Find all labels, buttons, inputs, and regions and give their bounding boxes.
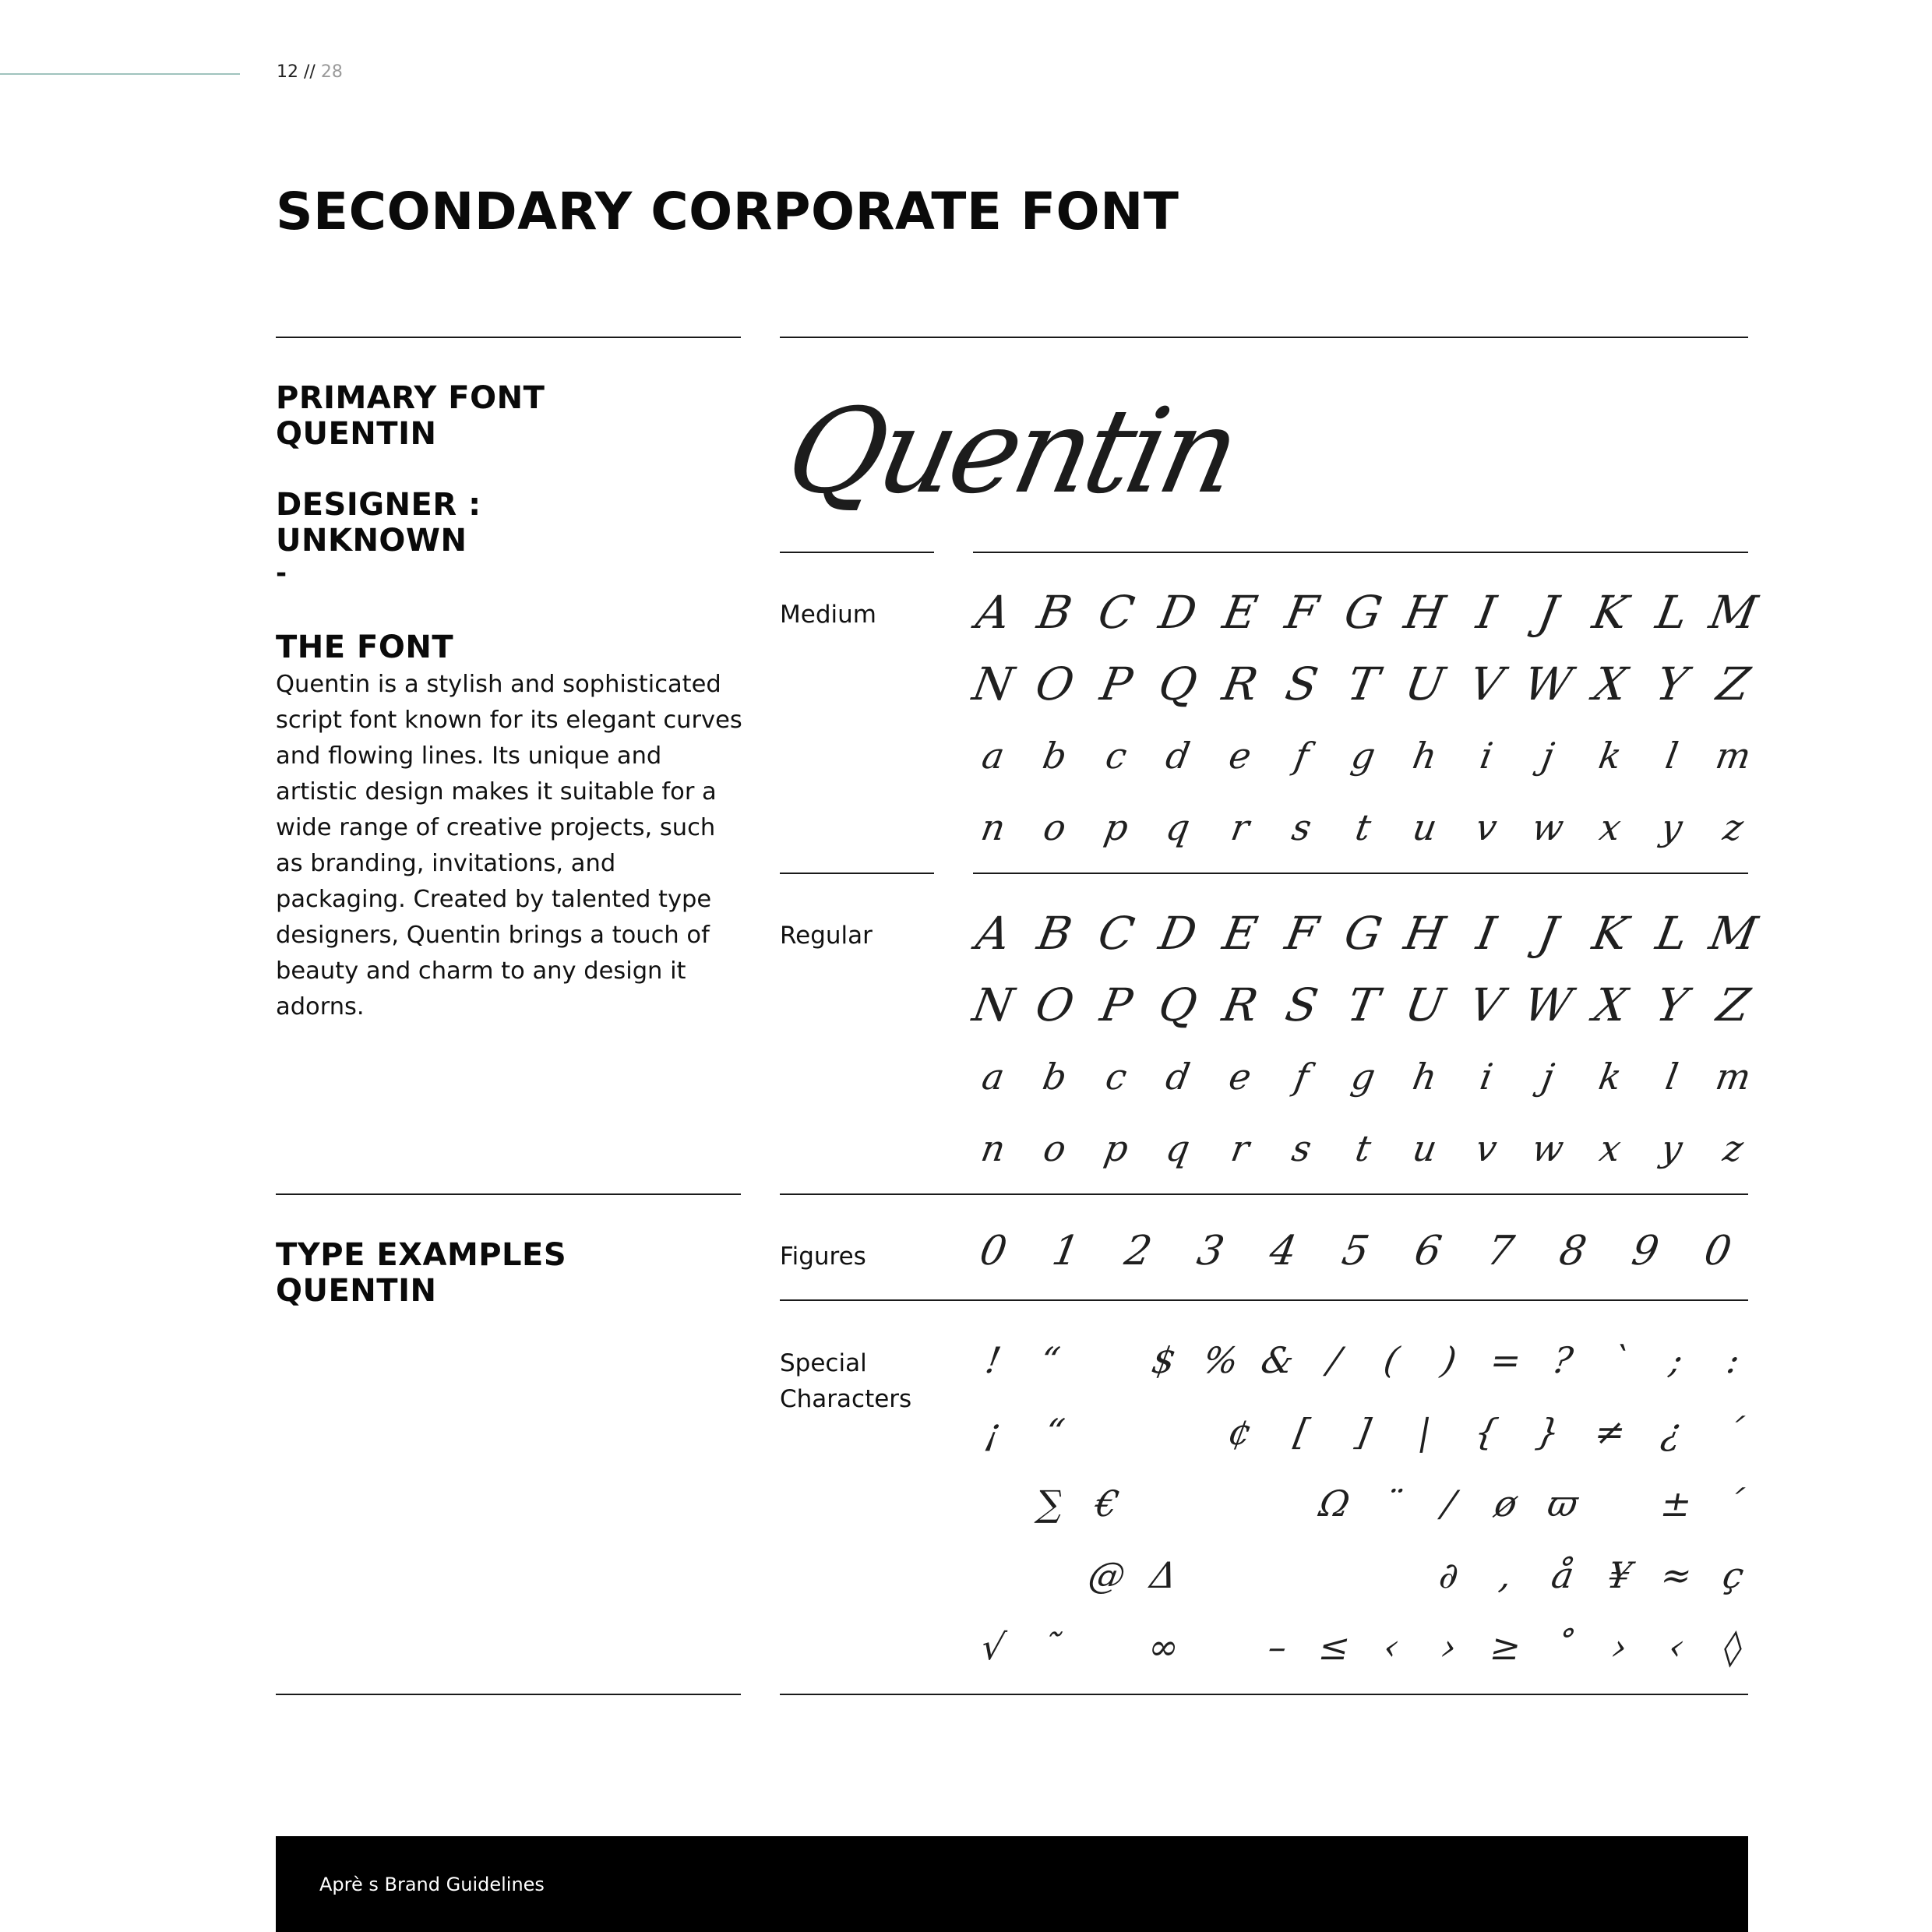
glyph: h (1409, 1056, 1440, 1098)
glyph: g (1348, 735, 1379, 777)
glyph: ¢ (1225, 1411, 1256, 1453)
glyph: A (972, 907, 1014, 960)
glyph: L (1652, 586, 1691, 639)
glyph: w (1528, 1127, 1567, 1169)
glyph: Z (1712, 658, 1754, 710)
glyph: p (1101, 806, 1132, 848)
glyph: R (1218, 658, 1262, 710)
glyph: ± (1657, 1482, 1695, 1525)
glyph: ! (982, 1339, 1005, 1381)
glyph: r (1227, 806, 1253, 848)
glyph: g (1348, 1056, 1379, 1098)
glyph: ˚ (1549, 1626, 1575, 1668)
glyph: e (1225, 1056, 1254, 1098)
glyph: u (1409, 1127, 1440, 1169)
glyph: K (1588, 907, 1632, 960)
glyph: u (1409, 806, 1440, 848)
glyph: w (1528, 806, 1567, 848)
glyph: Z (1712, 978, 1754, 1031)
special-row-3 (966, 1468, 1761, 1539)
special-characters-label: Special Characters (780, 1349, 912, 1413)
glyph: : (1723, 1339, 1743, 1381)
glyph: V (1465, 978, 1508, 1031)
glyph: ∞ (1145, 1626, 1183, 1668)
glyph: o (1040, 1127, 1070, 1169)
glyph: 7 (1483, 1228, 1518, 1274)
glyph: ϖ (1544, 1482, 1581, 1525)
designer-heading: DESIGNER : UNKNOWN (276, 487, 481, 559)
glyph: S (1281, 978, 1322, 1031)
font-logo-word: Quentin (775, 384, 1247, 520)
glyph: P (1096, 978, 1137, 1031)
glyph: f (1291, 735, 1313, 777)
glyph: H (1400, 586, 1450, 639)
medium-glyph-grid (966, 576, 1761, 863)
glyph: ≈ (1657, 1554, 1695, 1596)
glyph: o (1040, 806, 1070, 848)
glyph: n (978, 806, 1009, 848)
glyph: ‹ (1380, 1626, 1403, 1668)
glyph: m (1712, 1056, 1754, 1098)
glyph: k (1595, 735, 1625, 777)
glyph: √ (978, 1626, 1009, 1668)
glyph: 9 (1628, 1228, 1662, 1274)
glyph: D (1155, 586, 1201, 639)
glyph: X (1588, 658, 1631, 710)
glyph: f (1291, 1056, 1313, 1098)
glyph: d (1162, 735, 1193, 777)
glyph: N (968, 978, 1018, 1031)
glyph: C (1095, 586, 1139, 639)
glyph: { (1471, 1411, 1502, 1453)
divider (276, 1193, 741, 1195)
glyph: ) (1437, 1339, 1460, 1381)
glyph: 0 (976, 1228, 1010, 1274)
glyph: x (1595, 806, 1624, 848)
glyph: V (1465, 658, 1508, 710)
glyph: L (1652, 907, 1691, 960)
glyph: M (1705, 586, 1761, 639)
glyph: e (1225, 735, 1254, 777)
glyph: Y (1652, 978, 1691, 1031)
glyph: , (1496, 1554, 1515, 1596)
glyph: ◊ (1720, 1626, 1746, 1668)
glyph: E (1218, 907, 1261, 960)
glyph: 8 (1556, 1228, 1590, 1274)
glyph: 0 (1701, 1228, 1735, 1274)
glyph: i (1477, 735, 1497, 777)
footer-bar (276, 1836, 1748, 1932)
glyph: J (1534, 586, 1563, 639)
special-row-2 (966, 1396, 1761, 1468)
glyph: ˜ (1037, 1626, 1063, 1668)
glyph: F (1281, 907, 1322, 960)
glyph: C (1095, 907, 1139, 960)
regular-label: Regular (780, 922, 873, 950)
glyph: M (1705, 907, 1761, 960)
glyph: ≠ (1591, 1411, 1629, 1453)
glyph: ¡ (982, 1411, 1005, 1453)
special-characters-grid (966, 1324, 1761, 1683)
glyph: R (1218, 978, 1262, 1031)
glyph: G (1340, 586, 1387, 639)
glyph: › (1437, 1626, 1460, 1668)
glyph: p (1101, 1127, 1132, 1169)
glyph: › (1608, 1626, 1631, 1668)
regular-upper-row-2 (966, 969, 1761, 1041)
glyph: N (968, 658, 1018, 710)
glyph: B (1033, 907, 1077, 960)
glyph: Q (1155, 658, 1202, 710)
divider (780, 552, 934, 553)
special-row-1 (966, 1324, 1761, 1396)
glyph: ≤ (1316, 1626, 1354, 1668)
glyph: c (1102, 735, 1130, 777)
glyph: H (1400, 907, 1450, 960)
glyph: a (978, 735, 1008, 777)
glyph: ´ (1720, 1482, 1747, 1525)
glyph: b (1039, 1056, 1070, 1098)
glyph: t (1352, 806, 1374, 848)
glyph: y (1657, 806, 1686, 848)
glyph: b (1039, 735, 1070, 777)
glyph: T (1343, 658, 1384, 710)
glyph: U (1401, 658, 1449, 710)
glyph: k (1595, 1056, 1625, 1098)
page-number: 12 // 28 (277, 62, 343, 82)
glyph: B (1033, 586, 1077, 639)
glyph: X (1588, 978, 1631, 1031)
glyph: | (1415, 1411, 1435, 1453)
glyph: / (1438, 1482, 1459, 1525)
medium-lower-row-1 (966, 720, 1761, 791)
glyph: å (1548, 1554, 1578, 1596)
glyph: 5 (1338, 1228, 1373, 1274)
glyph: J (1534, 907, 1563, 960)
glyph: I (1472, 907, 1500, 960)
medium-label: Medium (780, 601, 876, 629)
glyph: ¿ (1658, 1411, 1685, 1453)
glyph: G (1340, 907, 1387, 960)
glyph: z (1719, 1127, 1747, 1169)
glyph: ç (1719, 1554, 1747, 1596)
glyph: t (1352, 1127, 1374, 1169)
glyph: T (1343, 978, 1384, 1031)
glyph: i (1477, 1056, 1497, 1098)
glyph: Ω (1316, 1482, 1354, 1525)
special-row-4 (966, 1539, 1761, 1611)
glyph: W (1520, 978, 1577, 1031)
glyph: x (1595, 1127, 1624, 1169)
glyph: r (1227, 1127, 1253, 1169)
figures-label: Figures (780, 1243, 866, 1271)
glyph: ( (1380, 1339, 1403, 1381)
glyph: ´ (1720, 1411, 1747, 1453)
regular-lower-row-2 (966, 1112, 1761, 1184)
header-accent-line (0, 73, 240, 75)
glyph: € (1091, 1482, 1123, 1525)
glyph: Y (1652, 658, 1691, 710)
divider (780, 1193, 1748, 1195)
figures-row (966, 1215, 1745, 1287)
glyph: / (1324, 1339, 1345, 1381)
glyph: D (1155, 907, 1201, 960)
glyph: S (1281, 658, 1322, 710)
glyph: % (1200, 1339, 1242, 1381)
page-title: SECONDARY CORPORATE FONT (276, 182, 1179, 242)
type-examples-heading: TYPE EXAMPLES QUENTIN (276, 1237, 567, 1309)
glyph: $ (1148, 1339, 1179, 1381)
glyph: c (1102, 1056, 1130, 1098)
glyph: 3 (1193, 1228, 1228, 1274)
medium-upper-row-1 (966, 576, 1761, 648)
glyph: j (1539, 735, 1558, 777)
glyph: a (978, 1056, 1008, 1098)
glyph: v (1472, 806, 1501, 848)
divider (276, 1694, 741, 1695)
glyph: “ (1042, 1411, 1068, 1453)
glyph: ‹ (1665, 1626, 1687, 1668)
glyph: } (1533, 1411, 1564, 1453)
glyph: 1 (1049, 1228, 1083, 1274)
glyph: W (1520, 658, 1577, 710)
glyph: O (1031, 658, 1078, 710)
glyph: O (1031, 978, 1078, 1031)
glyph: – (1265, 1626, 1291, 1668)
glyph: ` (1606, 1339, 1632, 1381)
glyph: = (1486, 1339, 1525, 1381)
glyph: n (978, 1127, 1009, 1169)
glyph: ∑ (1033, 1482, 1067, 1525)
the-font-description: Quentin is a stylish and sophisticated script font known for its elegant curves and flowing lines. Its unique and artistic design makes it suitable for a wide range of creative projects, such as branding, invitations, and packaging. Created by talented type designers, Quentin brings a touch of beauty and charm to any design it adorns. (276, 671, 742, 1021)
glyph: I (1472, 586, 1500, 639)
glyph: s (1289, 806, 1315, 848)
glyph: j (1539, 1056, 1558, 1098)
regular-upper-row-1 (966, 897, 1761, 969)
glyph: ; (1666, 1339, 1687, 1381)
regular-glyph-grid (966, 897, 1761, 1184)
glyph: d (1162, 1056, 1193, 1098)
glyph: Q (1155, 978, 1202, 1031)
glyph: K (1588, 586, 1632, 639)
glyph: m (1712, 735, 1754, 777)
glyph: “ (1037, 1339, 1063, 1381)
glyph: ∂ (1435, 1554, 1462, 1596)
glyph: ø (1490, 1482, 1521, 1525)
glyph: z (1719, 806, 1747, 848)
glyph: h (1409, 735, 1440, 777)
divider (973, 552, 1748, 553)
glyph: q (1162, 1127, 1193, 1169)
glyph: ¥ (1604, 1554, 1635, 1596)
glyph: y (1657, 1127, 1686, 1169)
dash: - (276, 558, 287, 589)
figures-grid (966, 1215, 1745, 1287)
glyph: F (1281, 586, 1322, 639)
divider (276, 337, 741, 338)
glyph: q (1162, 806, 1193, 848)
glyph: & (1258, 1339, 1298, 1381)
glyph: l (1662, 1056, 1681, 1098)
glyph: ] (1352, 1411, 1374, 1453)
footer-text: Aprè s Brand Guidelines (319, 1874, 545, 1895)
divider (973, 873, 1748, 874)
glyph: [ (1291, 1411, 1313, 1453)
special-row-5 (966, 1611, 1761, 1683)
glyph: ? (1549, 1339, 1576, 1381)
the-font-heading: THE FONT (276, 629, 454, 665)
divider (780, 337, 1748, 338)
divider (780, 1299, 1748, 1301)
glyph: E (1218, 586, 1261, 639)
glyph: 2 (1121, 1228, 1155, 1274)
glyph: Δ (1147, 1554, 1181, 1596)
medium-upper-row-2 (966, 648, 1761, 720)
divider (780, 1694, 1748, 1695)
divider (780, 873, 934, 874)
glyph: P (1096, 658, 1137, 710)
glyph: l (1662, 735, 1681, 777)
glyph: @ (1085, 1554, 1129, 1596)
glyph: 4 (1266, 1228, 1300, 1274)
medium-lower-row-2 (966, 791, 1761, 863)
regular-lower-row-1 (966, 1041, 1761, 1112)
glyph: U (1401, 978, 1449, 1031)
glyph: ¨ (1379, 1482, 1405, 1525)
glyph: s (1289, 1127, 1315, 1169)
glyph: v (1472, 1127, 1501, 1169)
glyph: A (972, 586, 1014, 639)
glyph: ≥ (1486, 1626, 1525, 1668)
glyph: 6 (1411, 1228, 1445, 1274)
primary-font-heading: PRIMARY FONT QUENTIN (276, 380, 545, 452)
